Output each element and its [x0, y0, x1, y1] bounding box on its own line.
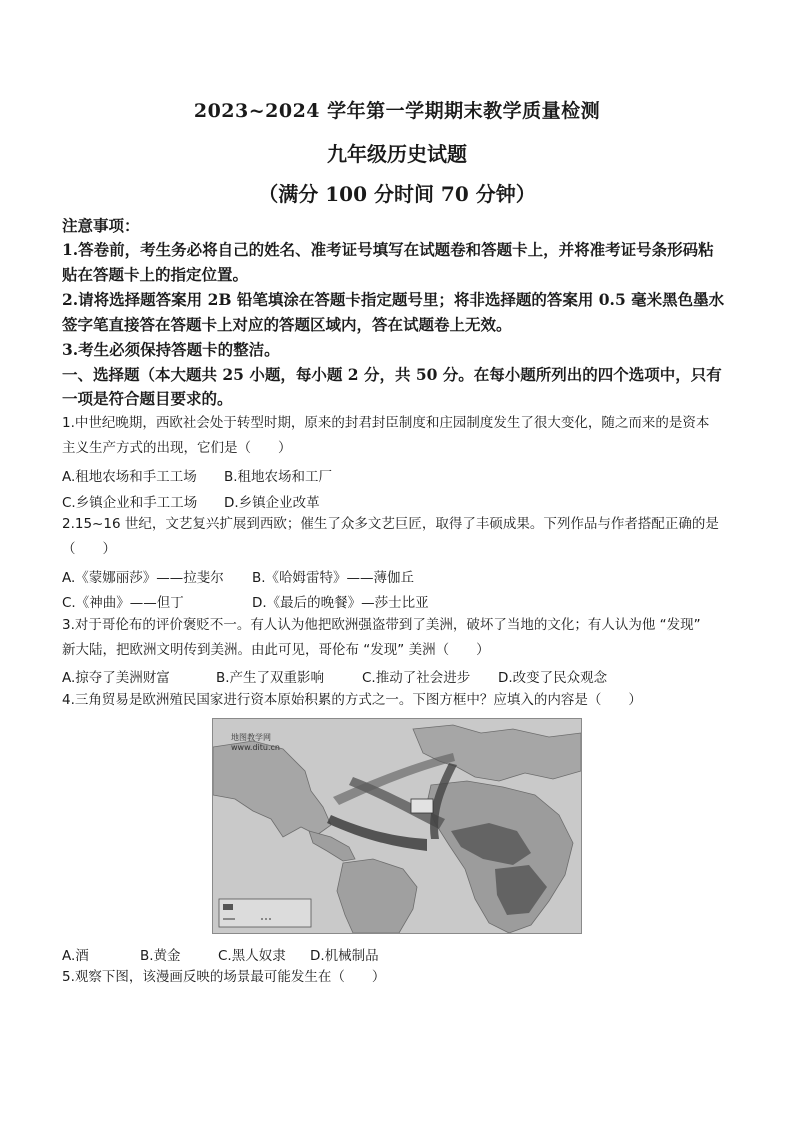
question-1-stem-line-2: 主义生产方式的出现，它们是（ ）	[62, 440, 292, 456]
question-3-option-d[interactable]: D.改变了民众观念	[498, 670, 608, 686]
map-watermark-url: www.ditu.cn	[231, 743, 280, 752]
map-watermark-title: 地图教学网	[231, 733, 271, 742]
question-4-option-c[interactable]: C.黑人奴隶	[218, 948, 286, 964]
question-4-option-a[interactable]: A.酒	[62, 948, 89, 964]
question-3-option-a[interactable]: A.掠夺了美洲财富	[62, 670, 170, 686]
exam-subject-title: 九年级历史试题	[327, 142, 467, 166]
notice-heading: 注意事项：	[62, 216, 140, 235]
question-4-option-d[interactable]: D.机械制品	[310, 948, 379, 964]
notice-item-2-line-2: 签字笔直接答在答题卡上对应的答题区域内，答在试题卷上无效。	[62, 315, 512, 334]
question-2-stem-line-1: 2.15~16 世纪，文艺复兴扩展到西欧；催生了众多文艺巨匠，取得了丰硕成果。下列作品与作者搭配正确的是	[62, 516, 719, 532]
question-1-option-d[interactable]: D.乡镇企业改革	[224, 495, 320, 511]
question-4-stem-line-1: 4.三角贸易是欧洲殖民国家进行资本原始积累的方式之一。下图方框中？应填入的内容是（ ）	[62, 692, 642, 708]
notice-item-2-line-1: 2.请将选择题答案用 2B 铅笔填涂在答题卡指定题号里；将非选择题的答案用 0.5 毫米黑色墨水	[62, 290, 725, 309]
question-5-stem-line-1: 5.观察下图，该漫画反映的场景最可能发生在（ ）	[62, 969, 386, 985]
question-1-option-c[interactable]: C.乡镇企业和手工工场	[62, 495, 198, 511]
question-3-option-c[interactable]: C.推动了社会进步	[362, 670, 471, 686]
map-watermark	[231, 733, 280, 753]
question-3-option-b[interactable]: B.产生了双重影响	[216, 670, 325, 686]
question-1-option-a[interactable]: A.租地农场和手工工场	[62, 469, 197, 485]
question-2-option-c[interactable]: C.《神曲》——但丁	[62, 595, 184, 611]
question-2-stem-line-2: （ ）	[62, 541, 116, 557]
question-3-stem-line-1: 3.对于哥伦布的评价褒贬不一。有人认为他把欧洲强盗带到了美洲，破坏了当地的文化；有人认为他 “发现”	[62, 617, 701, 633]
question-1-stem-line-1: 1.中世纪晚期，西欧社会处于转型时期，原来的封君封臣制度和庄园制度发生了很大变化，随之而来的是资本	[62, 415, 710, 431]
question-3-stem-line-2: 新大陆，把欧洲文明传到美洲。由此可见，哥伦布 “发现” 美洲（ ）	[62, 642, 490, 658]
question-2-option-a[interactable]: A.《蒙娜丽莎》——拉斐尔	[62, 570, 224, 586]
question-2-option-b[interactable]: B.《哈姆雷特》——薄伽丘	[252, 570, 415, 586]
triangular-trade-map	[212, 718, 582, 934]
exam-title: 2023~2024 学年第一学期期末教学质量检测	[193, 100, 601, 122]
notice-item-1-line-1: 1.答卷前，考生务必将自己的姓名、准考证号填写在试题卷和答题卡上，并将准考证号条形码粘	[62, 240, 714, 259]
question-4-option-b[interactable]: B.黄金	[140, 948, 181, 964]
notice-item-3: 3.考生必须保持答题卡的整洁。	[62, 340, 280, 359]
question-2-option-d[interactable]: D.《最后的晚餐》—莎士比亚	[252, 595, 429, 611]
exam-score-time: （满分 100 分时间 70 分钟）	[258, 182, 536, 206]
question-1-option-b[interactable]: B.租地农场和工厂	[224, 469, 333, 485]
notice-item-1-line-2: 贴在答题卡上的指定位置。	[62, 265, 249, 284]
section-1-heading-line-1: 一、选择题（本大题共 25 小题，每小题 2 分，共 50 分。在每小题所列出的四个选项中，只有	[62, 365, 722, 384]
section-1-heading-line-2: 一项是符合题目要求的。	[62, 389, 233, 408]
